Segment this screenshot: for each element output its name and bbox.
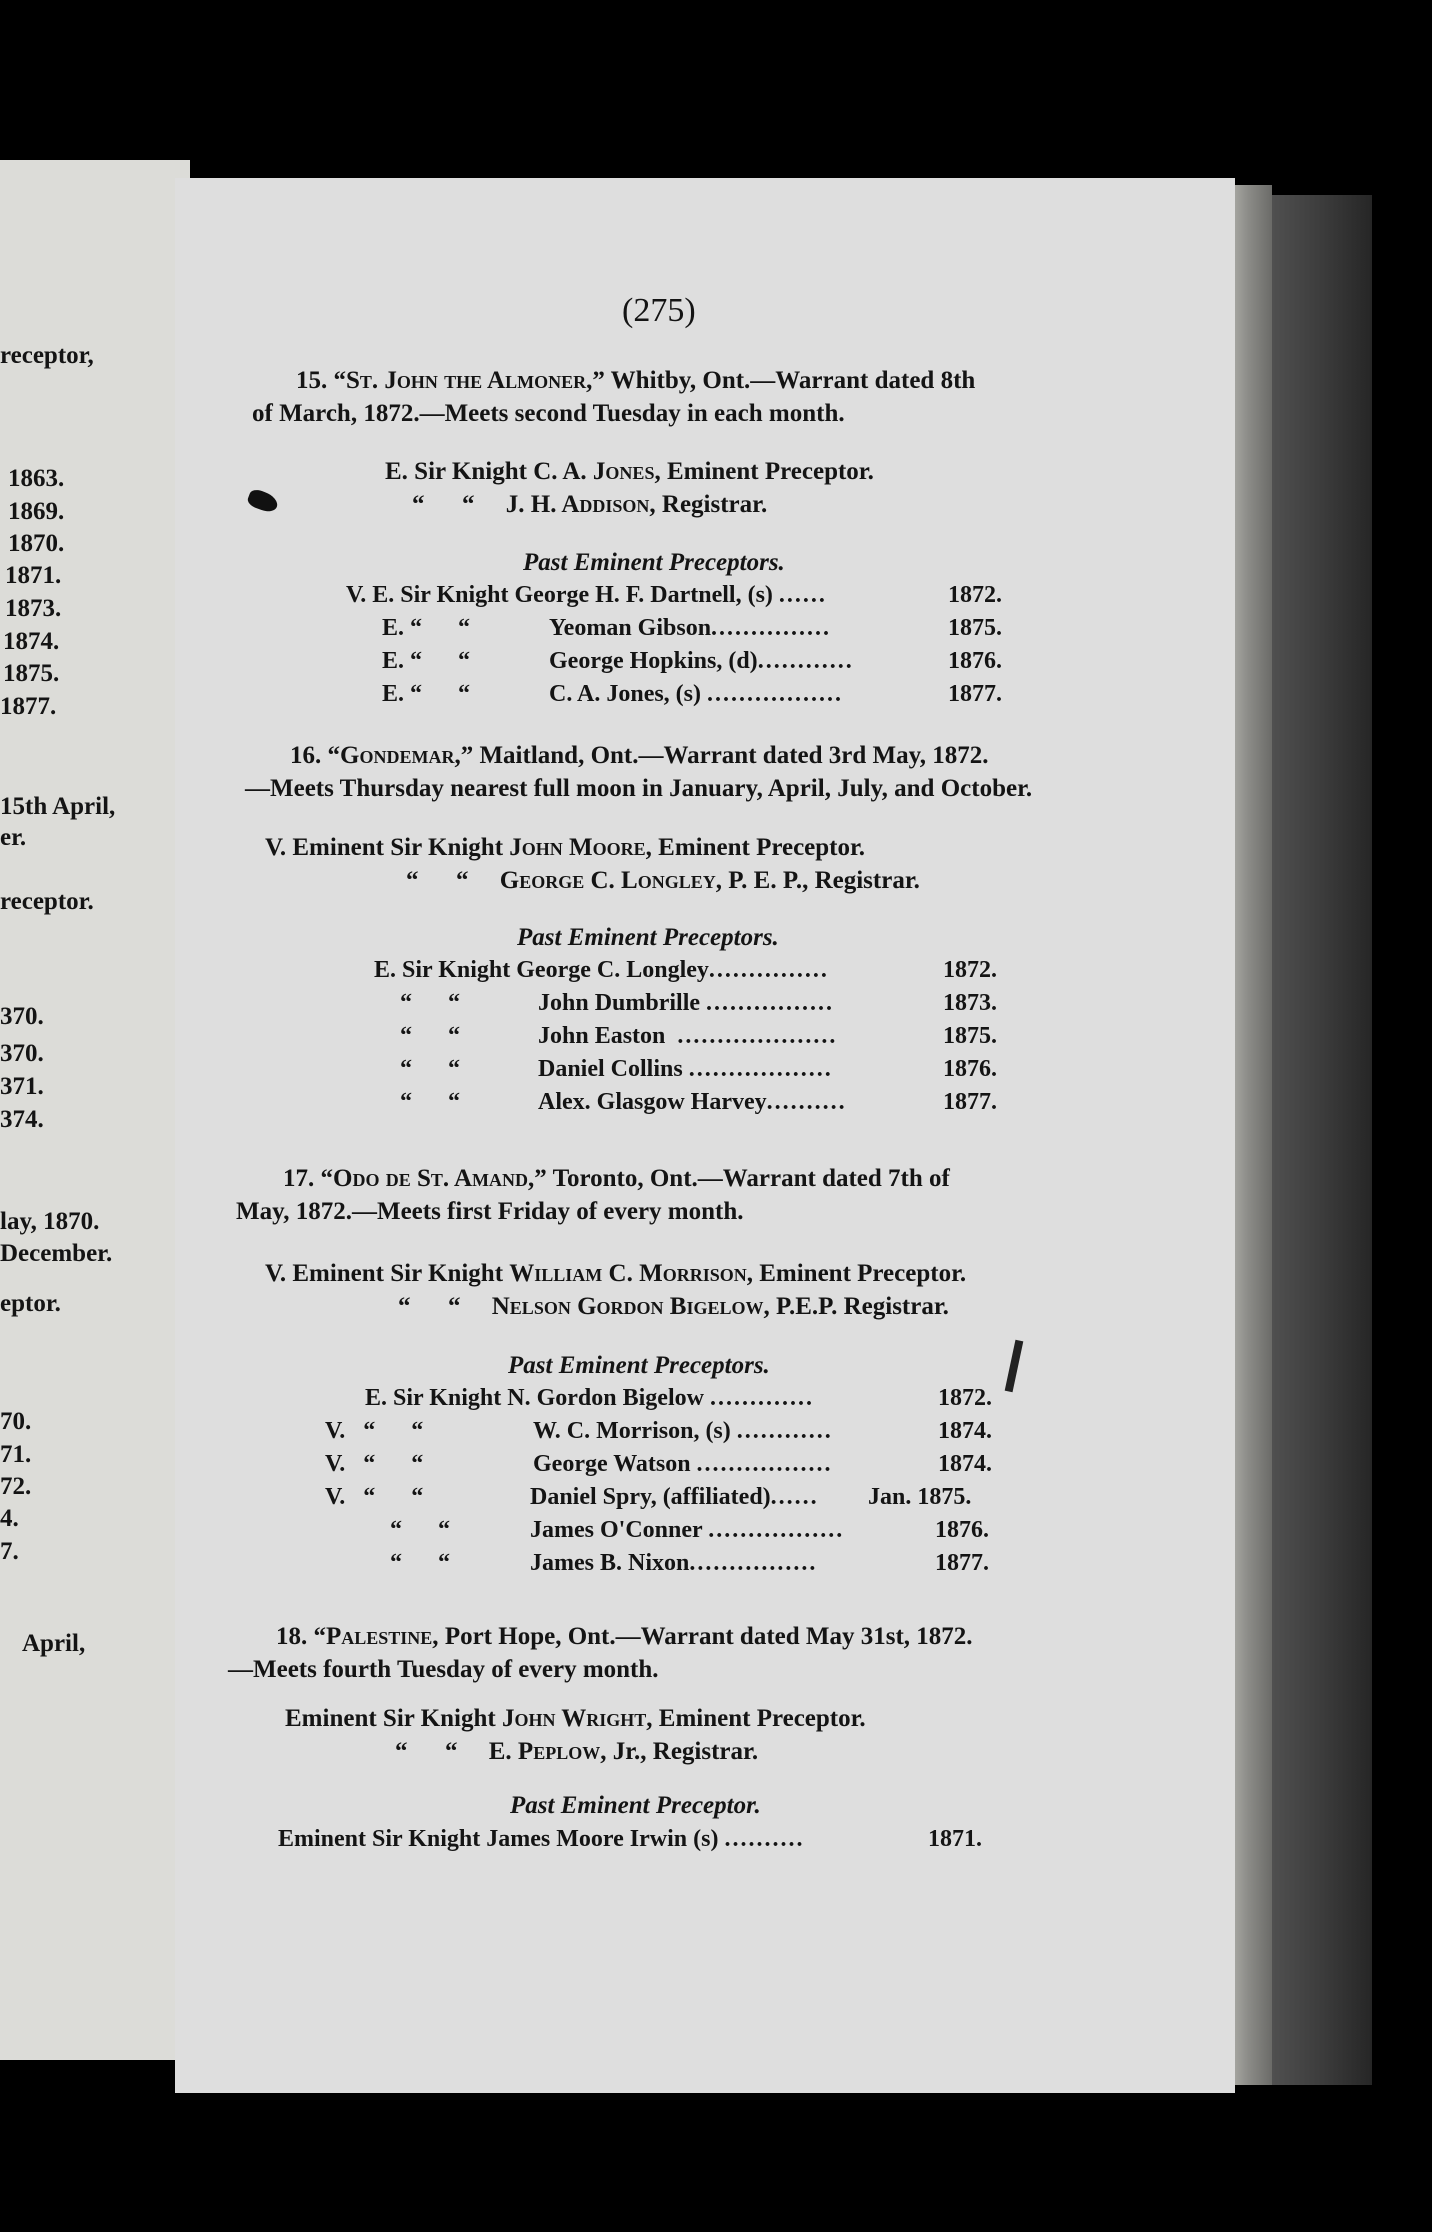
left-margin-text: 371. — [0, 1073, 44, 1100]
past-rank: “ “ — [400, 990, 460, 1016]
officer-prefix: E. Sir Knight — [385, 458, 527, 485]
leader-dots: ................. — [708, 1517, 845, 1543]
past-rank: E. Sir Knight — [365, 1385, 502, 1411]
leader-dots: ................ — [689, 1550, 818, 1576]
past-rank: “ “ — [400, 1023, 460, 1049]
past-rank: V. “ “ — [325, 1418, 424, 1444]
preceptory-name: “Palestine, — [313, 1623, 439, 1650]
past-year: 1877. — [935, 1550, 989, 1576]
past-title: Past Eminent Preceptors. — [517, 924, 779, 951]
past-year: 1871. — [928, 1826, 982, 1852]
left-margin-text: 1875. — [3, 660, 60, 687]
officer-role: Eminent Preceptor. — [759, 1260, 967, 1287]
past-row — [374, 957, 829, 984]
leader-dots: .......... — [724, 1826, 805, 1852]
past-row — [538, 990, 834, 1017]
leader-dots: ...... — [778, 582, 827, 608]
past-year: 1877. — [943, 1089, 997, 1115]
past-row — [549, 615, 831, 642]
heading-text: Port Hope, Ont.—Warrant dated May 31st, 1872. — [444, 1623, 973, 1650]
officer-line — [265, 1260, 966, 1288]
left-margin-text: 374. — [0, 1106, 44, 1133]
past-name: John Easton — [538, 1023, 666, 1049]
past-name: James B. Nixon — [530, 1550, 690, 1576]
section-heading — [276, 1623, 973, 1651]
past-year: 1874. — [938, 1418, 992, 1444]
past-row — [533, 1451, 833, 1478]
past-row — [278, 1826, 804, 1853]
officer-role: Jr., Registrar. — [612, 1738, 759, 1765]
left-margin-text: 1873. — [5, 595, 62, 622]
left-margin-text: receptor, — [0, 342, 94, 369]
past-rank: V. “ “ — [325, 1451, 424, 1477]
left-margin-text: 1869. — [8, 498, 65, 525]
past-name: George C. Longley — [516, 957, 709, 983]
officer-prefix: V. Eminent Sir Knight — [265, 1260, 504, 1287]
officer-role: Registrar. — [661, 491, 768, 518]
past-name: W. C. Morrison, (s) — [533, 1418, 731, 1444]
past-year: 1872. — [943, 957, 997, 983]
section-number: 15. — [296, 367, 328, 394]
past-year: 1876. — [948, 648, 1002, 674]
left-facing-page — [0, 160, 190, 2060]
past-name: Daniel Collins — [538, 1056, 683, 1082]
past-name: Daniel Spry, (affiliated) — [530, 1484, 771, 1510]
past-rank: “ “ — [400, 1056, 460, 1082]
officer-line — [412, 491, 767, 519]
left-margin-text: 15th April, — [0, 793, 116, 820]
past-row — [365, 1385, 814, 1412]
leader-dots: ................ — [706, 990, 835, 1016]
officer-name: J. H. Addison, — [505, 491, 656, 518]
officer-name: E. Peplow, — [488, 1738, 607, 1765]
past-rank: “ “ — [390, 1550, 450, 1576]
past-rank: “ “ — [400, 1089, 460, 1115]
officer-prefix: “ “ — [412, 491, 475, 518]
page-stack — [1272, 195, 1372, 2085]
officer-role: Eminent Preceptor. — [658, 834, 866, 861]
past-name: George H. F. Dartnell, (s) — [514, 582, 773, 608]
past-name: George Watson — [533, 1451, 691, 1477]
left-margin-text: April, — [22, 1630, 86, 1657]
leader-dots: ............... — [708, 957, 829, 983]
section-heading — [290, 742, 989, 770]
past-row — [549, 681, 843, 708]
past-rank: Eminent Sir Knight — [278, 1826, 481, 1852]
officer-line — [406, 867, 920, 895]
past-row — [530, 1517, 844, 1544]
left-margin-text: 71. — [0, 1441, 32, 1468]
section-heading — [296, 367, 975, 395]
leader-dots: ................. — [707, 681, 844, 707]
officer-name: George C. Longley, — [499, 867, 722, 894]
officer-line — [285, 1705, 866, 1733]
section-number: 16. — [290, 742, 322, 769]
officer-role: P.E.P. Registrar. — [775, 1293, 949, 1320]
left-margin-text: 1874. — [3, 628, 60, 655]
preceptory-name: “Odo de St. Amand,” — [320, 1165, 547, 1192]
officer-name: C. A. Jones, — [533, 458, 661, 485]
heading-line: —Meets fourth Tuesday of every month. — [228, 1656, 659, 1683]
past-year: 1873. — [943, 990, 997, 1016]
heading-text: Whitby, Ont.—Warrant dated 8th — [610, 367, 976, 394]
past-rank: E. “ “ — [382, 648, 471, 674]
left-margin-text: 4. — [0, 1505, 19, 1532]
left-margin-text: 72. — [0, 1473, 32, 1500]
past-year: 1872. — [938, 1385, 992, 1411]
preceptory-name: “Gondemar,” — [327, 742, 474, 769]
section-number: 17. — [283, 1165, 315, 1192]
leader-dots: ................. — [696, 1451, 833, 1477]
left-margin-text: 70. — [0, 1408, 32, 1435]
past-row — [538, 1056, 833, 1083]
preceptory-name: “St. John the Almoner,” — [333, 367, 605, 394]
leader-dots: .................. — [688, 1056, 833, 1082]
officer-line — [265, 834, 865, 862]
past-name: Yeoman Gibson — [549, 615, 712, 641]
past-title: Past Eminent Preceptors. — [523, 549, 785, 576]
past-name: C. A. Jones, (s) — [549, 681, 702, 707]
heading-text: Maitland, Ont.—Warrant dated 3rd May, 1872. — [479, 742, 989, 769]
leader-dots: ............ — [757, 648, 854, 674]
leader-dots: ............... — [711, 615, 832, 641]
leader-dots: ...... — [770, 1484, 819, 1510]
past-name: John Dumbrille — [538, 990, 701, 1016]
officer-prefix: V. Eminent Sir Knight — [265, 834, 504, 861]
past-year: Jan. 1875. — [868, 1484, 972, 1510]
officer-prefix: Eminent Sir Knight — [285, 1705, 496, 1732]
left-margin-text: 1877. — [0, 693, 57, 720]
leader-dots: .......... — [766, 1089, 847, 1115]
past-row — [538, 1089, 847, 1116]
past-title: Past Eminent Preceptor. — [510, 1792, 761, 1819]
officer-line — [385, 458, 874, 486]
officer-role: P. E. P., Registrar. — [728, 867, 920, 894]
left-margin-text: er. — [0, 824, 27, 851]
left-margin-text: 7. — [0, 1538, 19, 1565]
past-name: James Moore Irwin (s) — [486, 1826, 719, 1852]
leader-dots: ............ — [736, 1418, 833, 1444]
officer-name: John Wright, — [501, 1705, 653, 1732]
past-year: 1874. — [938, 1451, 992, 1477]
left-margin-text: eptor. — [0, 1290, 61, 1317]
left-margin-text: 370. — [0, 1003, 44, 1030]
past-title: Past Eminent Preceptors. — [508, 1352, 770, 1379]
officer-name: William C. Morrison, — [509, 1260, 753, 1287]
page-edge — [1232, 185, 1272, 2085]
past-year: 1876. — [935, 1517, 989, 1543]
leader-dots: ............. — [709, 1385, 814, 1411]
left-margin-text: 1870. — [8, 530, 65, 557]
past-name: George Hopkins, (d) — [549, 648, 758, 674]
heading-line: of March, 1872.—Meets second Tuesday in each month. — [252, 400, 845, 427]
left-margin-text: lay, 1870. — [0, 1208, 100, 1235]
officer-prefix: “ “ — [395, 1738, 458, 1765]
past-rank: V. “ “ — [325, 1484, 424, 1510]
past-rank: E. “ “ — [382, 681, 471, 707]
past-row — [346, 582, 827, 609]
past-rank: V. E. Sir Knight — [346, 582, 509, 608]
officer-role: Eminent Preceptor. — [666, 458, 874, 485]
past-row — [533, 1418, 833, 1445]
section-heading — [283, 1165, 950, 1193]
officer-prefix: “ “ — [406, 867, 469, 894]
past-row — [530, 1550, 817, 1577]
section-number: 18. — [276, 1623, 308, 1650]
past-year: 1872. — [948, 582, 1002, 608]
heading-line: May, 1872.—Meets first Friday of every month. — [236, 1198, 744, 1225]
officer-prefix: “ “ — [398, 1293, 461, 1320]
left-margin-text: 1871. — [5, 562, 62, 589]
left-margin-text: December. — [0, 1240, 113, 1267]
page-number: (275) — [622, 292, 696, 329]
heading-line: —Meets Thursday nearest full moon in January, April, July, and October. — [245, 775, 1033, 802]
officer-name: Nelson Gordon Bigelow, — [491, 1293, 770, 1320]
officer-name: John Moore, — [509, 834, 652, 861]
past-year: 1876. — [943, 1056, 997, 1082]
officer-line — [395, 1738, 758, 1766]
officer-role: Eminent Preceptor. — [658, 1705, 866, 1732]
left-margin-text: 370. — [0, 1040, 44, 1067]
past-name: James O'Conner — [530, 1517, 703, 1543]
past-rank: E. “ “ — [382, 615, 471, 641]
past-row — [538, 1023, 837, 1050]
past-year: 1875. — [948, 615, 1002, 641]
past-name: Alex. Glasgow Harvey — [538, 1089, 767, 1115]
past-year: 1877. — [948, 681, 1002, 707]
leader-dots: .................... — [677, 1023, 838, 1049]
past-year: 1875. — [943, 1023, 997, 1049]
past-row — [549, 648, 854, 675]
officer-line — [398, 1293, 949, 1321]
left-margin-text: 1863. — [8, 465, 65, 492]
past-row — [530, 1484, 819, 1511]
past-rank: “ “ — [390, 1517, 450, 1543]
past-name: N. Gordon Bigelow — [507, 1385, 704, 1411]
left-margin-text: receptor. — [0, 888, 94, 915]
past-rank: E. Sir Knight — [374, 957, 511, 983]
heading-text: Toronto, Ont.—Warrant dated 7th of — [552, 1165, 950, 1192]
